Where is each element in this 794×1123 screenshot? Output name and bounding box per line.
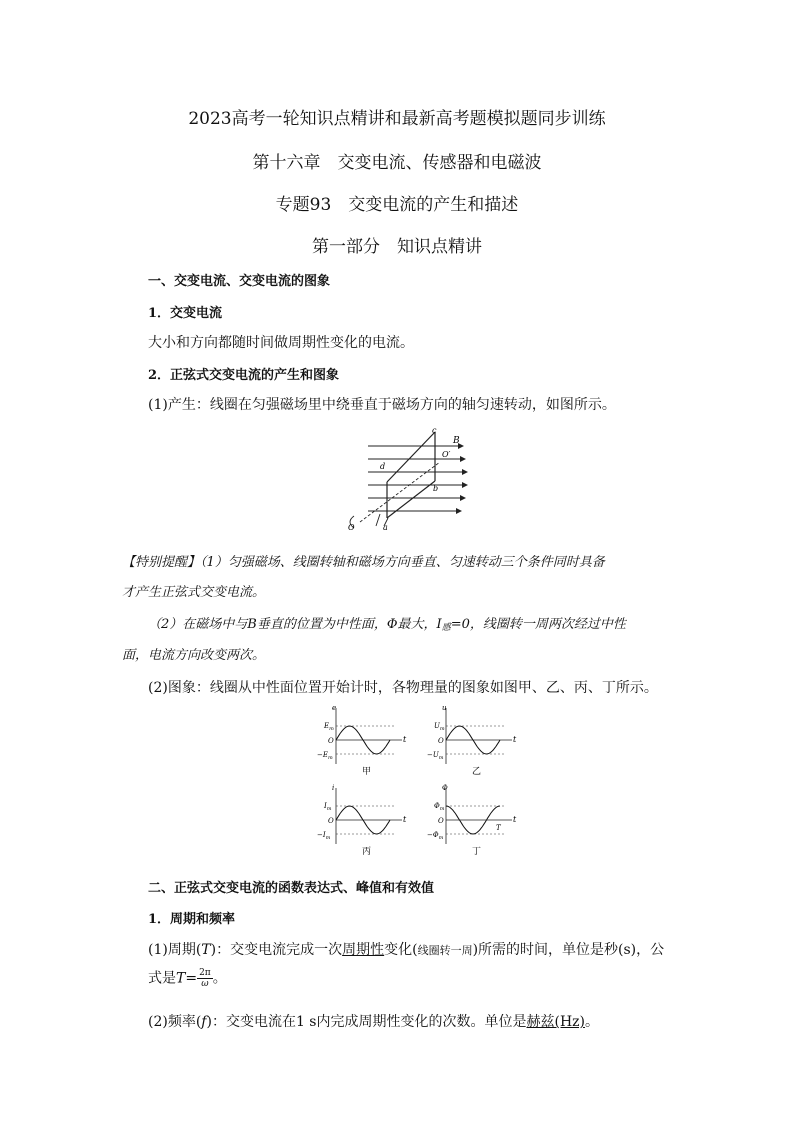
graph-ding: [427, 784, 517, 857]
peak-label: $I_m$: [324, 802, 332, 812]
label-B: B: [453, 436, 460, 446]
section1-heading: 一、交变电流、交变电流的图象: [148, 274, 331, 289]
chapter-title: 第十六章 交变电流、传感器和电磁波: [252, 153, 542, 173]
part-title: 第一部分 知识点精讲: [312, 237, 482, 257]
period-fraction: $\frac{2\pi}{\omega}$: [199, 968, 211, 989]
graph-bing: [317, 784, 407, 857]
trough-label: $-\Phi_m$: [427, 831, 444, 841]
section1-sub1: 1．交变电流: [148, 306, 223, 321]
trough-label: $-I_m$: [317, 831, 331, 841]
x-label: t: [403, 815, 407, 824]
origin-label: O: [328, 737, 334, 745]
peak-label: $U_m$: [434, 722, 445, 732]
y-label: e: [332, 704, 337, 712]
section1-sub1-text: 大小和方向都随时间做周期性变化的电流。: [148, 335, 414, 351]
section1-item2: (2)图象：线圈从中性面位置开始计时，各物理量的图象如图甲、乙、丙、丁所示。: [148, 680, 658, 696]
x-label: t: [513, 735, 517, 744]
trough-label: $-E_m$: [317, 751, 333, 761]
label-c: c: [432, 426, 437, 435]
label-O: O: [348, 523, 355, 532]
tip2-line2: 面，电流方向改变两次。: [122, 648, 266, 663]
y-label: Φ: [442, 784, 448, 792]
generator-figure: [340, 426, 470, 534]
graphs-grid: [308, 704, 517, 857]
peak-label: $\Phi_m$: [434, 802, 445, 812]
topic-title: 专题93 交变电流的产生和描述: [275, 195, 519, 215]
section2-sub1: 1．周期和频率: [148, 912, 236, 927]
graph-caption: 乙: [472, 767, 482, 777]
doc-title: 2023高考一轮知识点精讲和最新高考题模拟题同步训练: [188, 109, 606, 129]
period-line1: (1)周期(T)：交变电流完成一次周期性变化(线圈转一周)所需的时间，单位是秒(s)，公: [148, 942, 665, 958]
period-line2: 式是T= $\frac{2\pi}{\omega}$ 。: [148, 968, 227, 989]
section1-sub2: 2．正弦式交变电流的产生和图象: [148, 368, 340, 383]
period-label: T: [496, 824, 501, 832]
x-label: t: [513, 815, 517, 824]
peak-label: $E_m$: [324, 722, 334, 732]
label-d: d: [380, 462, 386, 471]
graph-caption: 丙: [362, 847, 372, 857]
graph-caption: 丁: [472, 847, 482, 857]
trough-label: $-U_m$: [427, 751, 444, 761]
tip1-line2: 才产生正弦式交变电流。: [122, 585, 266, 600]
origin-label: O: [328, 817, 334, 825]
y-label: u: [442, 704, 447, 712]
graph-caption: 甲: [362, 767, 372, 777]
section2-heading: 二、正弦式交变电流的函数表达式、峰值和有效值: [148, 881, 435, 896]
graph-yi: [427, 704, 517, 777]
x-label: t: [403, 735, 407, 744]
section1-item1: (1)产生：线圈在匀强磁场里中绕垂直于磁场方向的轴匀速转动，如图所示。: [148, 397, 616, 413]
tip1-line1: 【特别提醒】（1）匀强磁场、线圈转轴和磁场方向垂直、匀速转动三个条件同时具备: [122, 555, 605, 570]
label-O-prime: O′: [442, 450, 451, 459]
frequency-line: (2)频率(f)：交变电流在1 s内完成周期性变化的次数。单位是赫兹(Hz)。: [148, 1014, 600, 1030]
origin-label: O: [438, 737, 444, 745]
graph-jia: [317, 704, 407, 777]
label-b: b: [433, 484, 439, 493]
label-a: a: [383, 523, 388, 532]
origin-label: O: [438, 817, 444, 825]
waveform-graphs: [308, 704, 517, 857]
tip2-line1: （2）在磁场中与B垂直的位置为中性面，Φ最大，$I_感=0$，线圈转一周两次经过中性: [148, 617, 626, 633]
y-label: i: [332, 784, 335, 792]
